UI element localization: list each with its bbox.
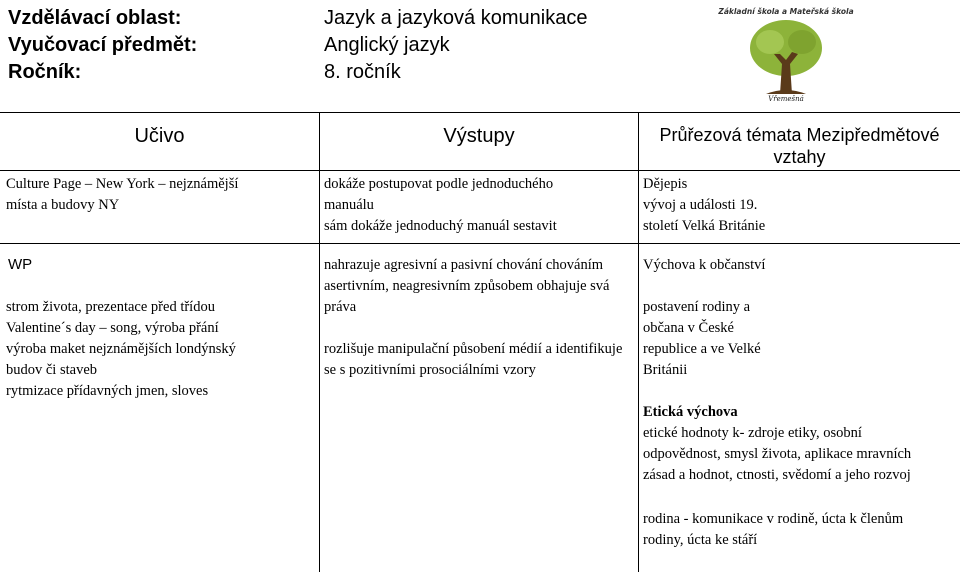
col-divider-1 xyxy=(319,112,320,572)
row2-temata-line: republice a ve Velké xyxy=(643,341,761,357)
row2-ucivo-line: výroba maket nejznámějších londýnský xyxy=(6,341,236,357)
row2-temata-line: rodina - komunikace v rodině, úcta k členům xyxy=(643,511,904,527)
row2-temata-line: odpovědnost, smysl života, aplikace mravních xyxy=(643,446,912,462)
row2-ucivo-title: WP xyxy=(8,256,33,273)
row2-vystupy-line: rozlišuje manipulační působení médií a identifikuje xyxy=(324,341,623,357)
subject-label: Vyučovací předmět: xyxy=(8,34,198,56)
row2-temata-c xyxy=(643,509,903,551)
area-value: Jazyk a jazyková komunikace xyxy=(324,7,588,29)
subject-value: Anglický jazyk xyxy=(324,34,450,56)
row1-temata xyxy=(643,174,765,237)
row2-temata-b xyxy=(643,423,911,486)
grade-label: Ročník: xyxy=(8,61,82,83)
row2-temata-line: etické hodnoty k- zdroje etiky, osobní xyxy=(643,425,862,441)
logo-leaf-cluster xyxy=(788,30,816,54)
row2-vystupy-line: práva xyxy=(324,299,357,315)
row1-vystupy-line: dokáže postupovat podle jednoduchého xyxy=(324,176,554,192)
row2-ucivo xyxy=(6,297,236,402)
col-divider-2 xyxy=(638,112,639,572)
row1-temata-line: vývoj a události 19. xyxy=(643,197,758,213)
row1-temata-line: Dějepis xyxy=(643,176,688,192)
row1-ucivo xyxy=(6,174,238,216)
row2-temata-line: zásad a hodnot, ctnosti, svědomí a jeho rozvoj xyxy=(643,467,911,483)
row2-temata-line: rodiny, úcta ke stáří xyxy=(643,532,758,548)
row2-vystupy-line: se s pozitivními prosociálními vzory xyxy=(324,362,536,378)
row2-temata-line: Británii xyxy=(643,362,688,378)
row2-temata-b-title: Etická výchova xyxy=(643,404,738,420)
row2-ucivo-line: budov či staveb xyxy=(6,362,98,378)
row2-temata-line: občana v České xyxy=(643,320,734,336)
logo-leaf-cluster xyxy=(756,30,784,54)
row2-vystupy-line: asertivním, neagresivním způsobem obhajuje svá xyxy=(324,278,610,294)
column-header-vystupy: Výstupy xyxy=(443,125,515,147)
column-header-temata-line1: Průřezová témata Mezipředmětové xyxy=(659,125,940,145)
row1-vystupy-line: manuálu xyxy=(324,197,374,213)
row1-ucivo-line: Culture Page – New York – nejznámější xyxy=(6,176,239,192)
row2-ucivo-line: strom života, prezentace před třídou xyxy=(6,299,215,315)
row2-temata-a xyxy=(643,297,761,381)
row2-temata-a-title: Výchova k občanství xyxy=(643,257,766,273)
column-header-ucivo: Učivo xyxy=(134,125,185,147)
table-header-divider xyxy=(0,170,960,171)
logo-roots xyxy=(766,90,806,94)
table-row-divider xyxy=(0,243,960,244)
table-top-border xyxy=(0,112,960,113)
row1-vystupy-line: sám dokáže jednoduchý manuál sestavit xyxy=(324,218,557,234)
row2-ucivo-line: Valentine´s day – song, výroba přání xyxy=(6,320,219,336)
column-header-temata-line2: vztahy xyxy=(773,147,826,167)
logo-text-bottom: Vřemešná xyxy=(768,95,804,103)
row1-vystupy xyxy=(324,174,557,237)
row2-temata-line: postavení rodiny a xyxy=(643,299,751,315)
row1-ucivo-line: místa a budovy NY xyxy=(6,197,120,213)
school-logo xyxy=(718,2,854,103)
logo-text-top: Základní škola a Mateřská škola xyxy=(718,7,854,16)
row2-vystupy-a xyxy=(324,255,610,318)
row2-vystupy-line: nahrazuje agresivní a pasivní chování chováním xyxy=(324,257,604,273)
row2-ucivo-line: rytmizace přídavných jmen, sloves xyxy=(6,383,209,399)
row2-vystupy-b xyxy=(324,339,638,381)
column-header-temata xyxy=(639,124,960,168)
row1-temata-line: století Velká Británie xyxy=(643,218,766,234)
area-label: Vzdělávací oblast: xyxy=(8,7,182,29)
grade-value: 8. ročník xyxy=(324,61,401,83)
